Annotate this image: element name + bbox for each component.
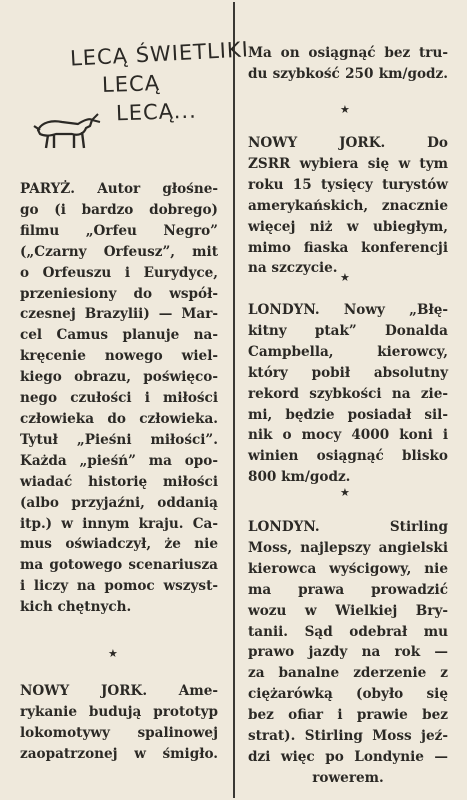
- text-line: filmu „Orfeu Negro”: [20, 222, 218, 239]
- text-line: rekord szybkości na zie-: [248, 385, 448, 402]
- header-illustration: [30, 37, 250, 175]
- text-line: za banalne zderzenie z: [248, 665, 448, 682]
- text-line: i liczy na pomoc wszyst-: [20, 578, 218, 595]
- separator-star-icon: ★: [340, 271, 350, 284]
- text-line: zaopatrzonej w śmigło.: [20, 745, 218, 762]
- header-line-2: LECĄ: [101, 70, 161, 98]
- animal-drawing-icon: [32, 108, 102, 154]
- text-line: o Orfeuszu i Eurydyce,: [20, 264, 218, 281]
- text-line: przeniesiony do współ-: [20, 285, 218, 302]
- dateline: LONDYN.: [248, 519, 320, 535]
- header-line-1: LECĄ ŚWIETLIKI: [69, 37, 250, 71]
- text-line: rowerem.: [312, 769, 384, 786]
- article-londyn-1: [248, 300, 448, 488]
- text-line: Nowy „Błę-: [343, 302, 448, 318]
- text-line: mimo fiaska konferencji: [248, 239, 448, 256]
- text-line: amerykańskich, znacznie: [248, 197, 448, 214]
- text-line: wiadać historię miłości: [20, 473, 218, 490]
- separator-star-icon: ★: [108, 647, 118, 660]
- text-line: kitny ptak” Donalda: [248, 322, 448, 339]
- separator-star-icon: ★: [340, 486, 350, 499]
- text-line: tanii. Sąd odebrał mu: [248, 623, 448, 640]
- text-line: du szybkość 250 km/godz.: [248, 65, 448, 82]
- column-divider: [233, 2, 235, 798]
- text-line: nego czułości i miłości: [20, 390, 218, 407]
- text-line: mi, będzie posiadał sil-: [248, 406, 448, 423]
- text-line: kręcenie nowego wiel-: [20, 348, 218, 365]
- text-line: nik o mocy 4000 koni i: [248, 427, 448, 444]
- text-line: rykanie budują prototyp: [20, 703, 218, 720]
- article-londyn-2: [248, 517, 448, 789]
- header-line-3: LECĄ...: [115, 98, 198, 126]
- text-line: ZSRR wybiera się w tym: [248, 155, 448, 172]
- text-line: Tytuł „Pieśni miłości”.: [20, 431, 218, 448]
- text-line: Każda „pieśń” ma opo-: [20, 452, 218, 469]
- dateline: LONDYN.: [248, 302, 320, 318]
- text-line: który pobił absolutny: [248, 364, 448, 381]
- article-paryz: [20, 179, 218, 618]
- text-line: lokomotywy spalinowej: [20, 724, 218, 741]
- text-line: Ame-: [178, 683, 218, 699]
- text-line: kiego obrazu, poświęco-: [20, 369, 218, 386]
- dateline: NOWY JORK.: [248, 135, 386, 151]
- text-line: więcej niż w ubiegłym,: [248, 218, 448, 235]
- text-line: strat). Stirling Moss jeź-: [248, 728, 448, 745]
- text-line: (albo przyjaźni, oddanią: [20, 494, 218, 511]
- text-line: Campbella, kierowcy,: [248, 343, 448, 360]
- text-line: mus oświadczył, że nie: [20, 536, 218, 553]
- text-line: kierowca wyścigowy, nie: [248, 560, 448, 577]
- text-line: 800 km/godz.: [248, 469, 351, 486]
- text-line: ma gotowego scenariusza: [20, 557, 218, 574]
- text-line: go (i bardzo dobrego): [20, 201, 218, 218]
- article-nowy-jork-2: [248, 133, 448, 279]
- text-line: winien osiągnąć blisko: [248, 448, 448, 465]
- separator-star-icon: ★: [340, 103, 350, 116]
- text-line: ma prawa prowadzić: [248, 581, 448, 598]
- text-line: bez ofiar i prawie bez: [248, 707, 448, 724]
- text-line: ciężarówką (obyło się: [248, 686, 448, 703]
- text-line: cel Camus planuje na-: [20, 327, 218, 344]
- text-line: Do: [427, 135, 448, 151]
- text-line: Moss, najlepszy angielski: [248, 539, 448, 556]
- text-line: itp.) w innym kraju. Ca-: [20, 515, 218, 532]
- dateline: NOWY JORK.: [20, 683, 148, 699]
- text-line: czesnej Brazylii) — Mar-: [20, 306, 218, 323]
- text-line: Autor głośne-: [97, 181, 218, 197]
- text-line: człowieka do człowieka.: [20, 410, 218, 427]
- text-line: Stirling: [389, 519, 448, 535]
- text-line: dzi więc po Londynie —: [248, 748, 448, 765]
- dateline: PARYŻ.: [20, 181, 76, 197]
- article-continued: [248, 43, 448, 85]
- text-line: na szczycie.: [248, 260, 338, 277]
- text-line: roku 15 tysięcy turystów: [248, 176, 448, 193]
- text-line: („Czarny Orfeusz”, mit: [20, 243, 218, 260]
- text-line: prawo jazdy na rok —: [248, 644, 448, 661]
- text-line: Ma on osiągnąć bez tru-: [248, 45, 448, 61]
- text-line: kich chętnych.: [20, 599, 132, 616]
- article-nowy-jork-1: [20, 681, 218, 765]
- text-line: wozu w Wielkiej Bry-: [248, 602, 448, 619]
